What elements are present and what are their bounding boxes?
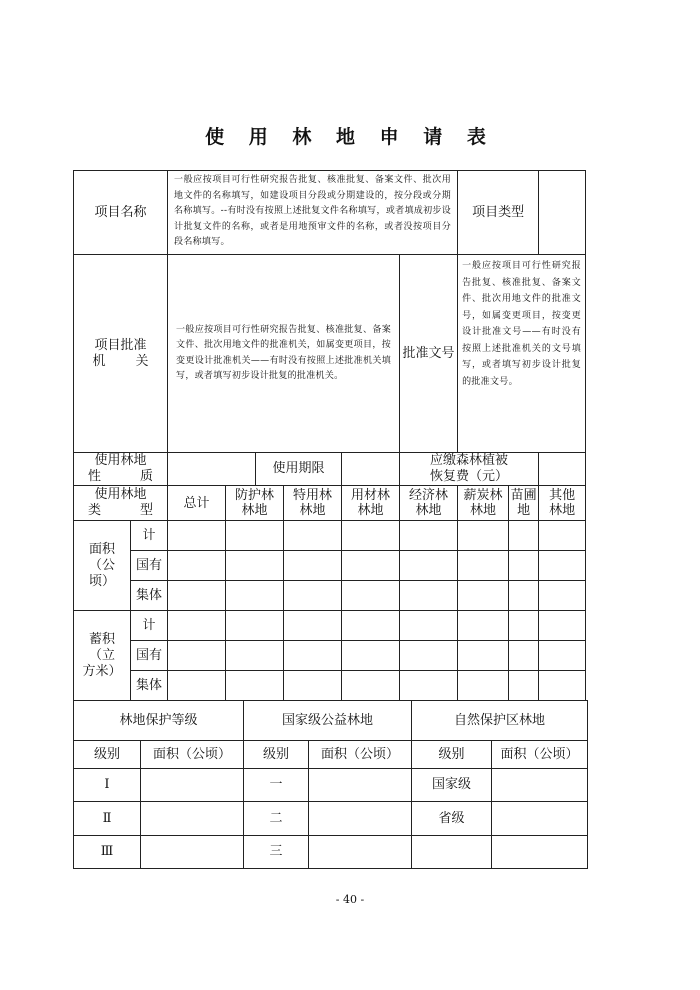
land-nature-label: [74, 453, 168, 486]
table-cell[interactable]: [458, 611, 509, 641]
land-nature-line1: 使用林地: [94, 453, 147, 468]
table-cell[interactable]: [141, 769, 244, 802]
land-type-line2: [74, 503, 167, 519]
land-nature-char-1: 性: [88, 469, 102, 484]
project-name-label: 项目名称: [74, 171, 168, 255]
approval-doc-label: 批准文号: [400, 255, 458, 453]
use-period-label: 使用期限: [256, 453, 342, 486]
level-cell: 省级: [412, 802, 492, 836]
area-label-line3: 顷）: [88, 573, 115, 589]
table-cell[interactable]: [342, 551, 400, 581]
table-cell[interactable]: [458, 641, 509, 671]
table-cell[interactable]: [400, 671, 458, 701]
table-cell[interactable]: [342, 641, 400, 671]
table-cell[interactable]: [400, 581, 458, 611]
table-cell[interactable]: [226, 521, 284, 551]
column-header-line1: 薪炭林: [463, 488, 503, 503]
land-nature-value[interactable]: [168, 453, 256, 486]
column-header-line2: 林地: [415, 503, 442, 518]
forest-protection-level-header: 林地保护等级: [74, 701, 244, 741]
area-label-line1: 面积: [88, 541, 115, 557]
column-header-line1: 用材林: [351, 488, 391, 503]
table-cell[interactable]: [539, 671, 586, 701]
column-header: [509, 486, 539, 521]
table-cell[interactable]: [342, 581, 400, 611]
approval-doc-note: 一般应按项目可行性研究报告批复、核准批复、备案文件、批次用地文件的批准文号，如属变更项目，按变更设计批准文号——有时没有按照上述批准机关的文号填写，或者填写初步设计批复的批准文号。: [458, 255, 586, 453]
table-cell[interactable]: [309, 769, 412, 802]
area-sub-collective: 集体: [131, 581, 168, 611]
level-cell: 三: [244, 836, 309, 869]
project-type-value[interactable]: [539, 171, 586, 255]
restoration-fee-line1: 应缴森林植被: [430, 453, 509, 468]
column-header: [342, 486, 400, 521]
table-cell[interactable]: [226, 551, 284, 581]
level-cell: Ⅲ: [74, 836, 141, 869]
table-cell[interactable]: [509, 551, 539, 581]
table-cell[interactable]: [400, 611, 458, 641]
table-cell[interactable]: [168, 581, 226, 611]
column-header: [284, 486, 342, 521]
column-header-line1: 经济林: [409, 488, 449, 503]
table-cell[interactable]: [168, 521, 226, 551]
area-label: [74, 521, 131, 611]
table-cell[interactable]: [400, 521, 458, 551]
level-cell: 国家级: [412, 769, 492, 802]
table-cell[interactable]: [226, 671, 284, 701]
column-header: [168, 486, 226, 521]
level-cell: Ⅰ: [74, 769, 141, 802]
column-header-line1: 总计: [183, 495, 210, 511]
table-cell[interactable]: [309, 802, 412, 836]
column-header: [400, 486, 458, 521]
approval-org-char-1: 机: [92, 353, 106, 369]
sub-header-area: 面积（公顷）: [309, 741, 412, 769]
land-type-char-2: 型: [140, 503, 154, 518]
table-cell[interactable]: [492, 836, 588, 869]
table-cell[interactable]: [284, 671, 342, 701]
table-cell[interactable]: [141, 802, 244, 836]
restoration-fee-value[interactable]: [539, 453, 586, 486]
table-cell[interactable]: [509, 641, 539, 671]
table-cell[interactable]: [509, 581, 539, 611]
table-cell[interactable]: [342, 521, 400, 551]
volume-label-line2: （立: [88, 647, 115, 663]
table-cell[interactable]: [342, 611, 400, 641]
level-cell: Ⅱ: [74, 802, 141, 836]
approval-org-label-line2: [93, 354, 149, 370]
table-cell[interactable]: [284, 551, 342, 581]
land-nature-char-2: 质: [140, 469, 154, 484]
table-cell[interactable]: [168, 671, 226, 701]
level-cell: 一: [244, 769, 309, 802]
level-cell: [412, 836, 492, 869]
table-cell[interactable]: [226, 581, 284, 611]
table-cell[interactable]: [284, 521, 342, 551]
application-form-table: [73, 170, 586, 701]
sub-header-level: 级别: [412, 741, 492, 769]
table-cell[interactable]: [509, 521, 539, 551]
table-cell[interactable]: [284, 641, 342, 671]
table-cell[interactable]: [400, 551, 458, 581]
sub-header-area: 面积（公顷）: [492, 741, 588, 769]
table-cell[interactable]: [458, 581, 509, 611]
column-header-line2: 林地: [299, 503, 326, 518]
column-header-line1: 苗圃: [510, 488, 537, 503]
use-period-value[interactable]: [342, 453, 400, 486]
column-header-line2: 林地: [549, 503, 576, 518]
project-name-note: 一般应按项目可行性研究报告批复、核准批复、备案文件、批次用地文件的名称填写，如建设项目分段或分期建设的，按分段或分期名称填写。--有时没有按照上述批复文件名称填写，或者填成初步设计批复文件的名称，或者是用地预审文件的名称，或者没按项目分段名称填写。: [168, 171, 458, 255]
column-header-line1: 防护林: [235, 488, 275, 503]
sub-header-level: 级别: [74, 741, 141, 769]
restoration-fee-line2: 恢复费（元）: [430, 469, 509, 484]
column-header-line2: 林地: [241, 503, 268, 518]
level-cell: 二: [244, 802, 309, 836]
column-header-line1: 特用林: [293, 488, 333, 503]
table-cell[interactable]: [509, 671, 539, 701]
land-nature-line2: [74, 469, 167, 485]
approval-org-label: [74, 255, 168, 453]
table-cell[interactable]: [458, 551, 509, 581]
national-public-forest-header: 国家级公益林地: [244, 701, 412, 741]
table-cell[interactable]: [539, 521, 586, 551]
column-header-line1: 其他: [549, 488, 576, 503]
column-header-line2: 地: [517, 503, 531, 518]
volume-sub-total: 计: [131, 611, 168, 641]
table-cell[interactable]: [226, 611, 284, 641]
table-cell[interactable]: [284, 581, 342, 611]
area-sub-total: 计: [131, 521, 168, 551]
land-type-char-1: 类: [88, 503, 102, 518]
table-cell[interactable]: [458, 671, 509, 701]
column-header-line2: 林地: [357, 503, 384, 518]
approval-org-note: 一般应按项目可行性研究报告批复、核准批复、备案文件、批次用地文件的批准机关，如属变更项目，按变更设计批准机关——有时没有按照上述批准机关填写，或者填写初步设计批复的批准机关。: [168, 255, 400, 453]
column-header: [539, 486, 586, 521]
table-cell[interactable]: [492, 802, 588, 836]
table-cell[interactable]: [342, 671, 400, 701]
table-cell[interactable]: [309, 836, 412, 869]
land-type-label: [74, 486, 168, 521]
column-header: [226, 486, 284, 521]
page-number: - 40 -: [335, 893, 365, 906]
table-cell[interactable]: [400, 641, 458, 671]
area-label-line2: （公: [88, 557, 115, 573]
table-cell[interactable]: [539, 581, 586, 611]
protection-level-table: [73, 700, 588, 869]
page-title: 使 用 林 地 申 请 表: [205, 126, 495, 148]
sub-header-level: 级别: [244, 741, 309, 769]
table-cell[interactable]: [284, 611, 342, 641]
volume-label: [74, 611, 131, 701]
volume-label-line3: 方米）: [82, 663, 122, 679]
table-cell[interactable]: [458, 521, 509, 551]
table-cell[interactable]: [539, 611, 586, 641]
nature-reserve-forest-header: 自然保护区林地: [412, 701, 588, 741]
table-cell[interactable]: [492, 769, 588, 802]
volume-label-line1: 蓄积: [88, 631, 115, 647]
sub-header-area: 面积（公顷）: [141, 741, 244, 769]
table-cell[interactable]: [539, 551, 586, 581]
restoration-fee-label: [400, 453, 539, 486]
approval-org-label-line1: 项目批准: [94, 337, 147, 353]
table-cell[interactable]: [509, 611, 539, 641]
project-type-label: 项目类型: [458, 171, 539, 255]
approval-org-char-2: 关: [135, 353, 149, 369]
table-cell[interactable]: [168, 611, 226, 641]
table-cell[interactable]: [168, 551, 226, 581]
table-cell[interactable]: [539, 641, 586, 671]
table-cell[interactable]: [141, 836, 244, 869]
table-cell[interactable]: [168, 641, 226, 671]
volume-sub-collective: 集体: [131, 671, 168, 701]
column-header: [458, 486, 509, 521]
column-header-line2: 林地: [470, 503, 497, 518]
area-sub-state: 国有: [131, 551, 168, 581]
land-type-line1: 使用林地: [94, 487, 147, 502]
table-cell[interactable]: [226, 641, 284, 671]
volume-sub-state: 国有: [131, 641, 168, 671]
